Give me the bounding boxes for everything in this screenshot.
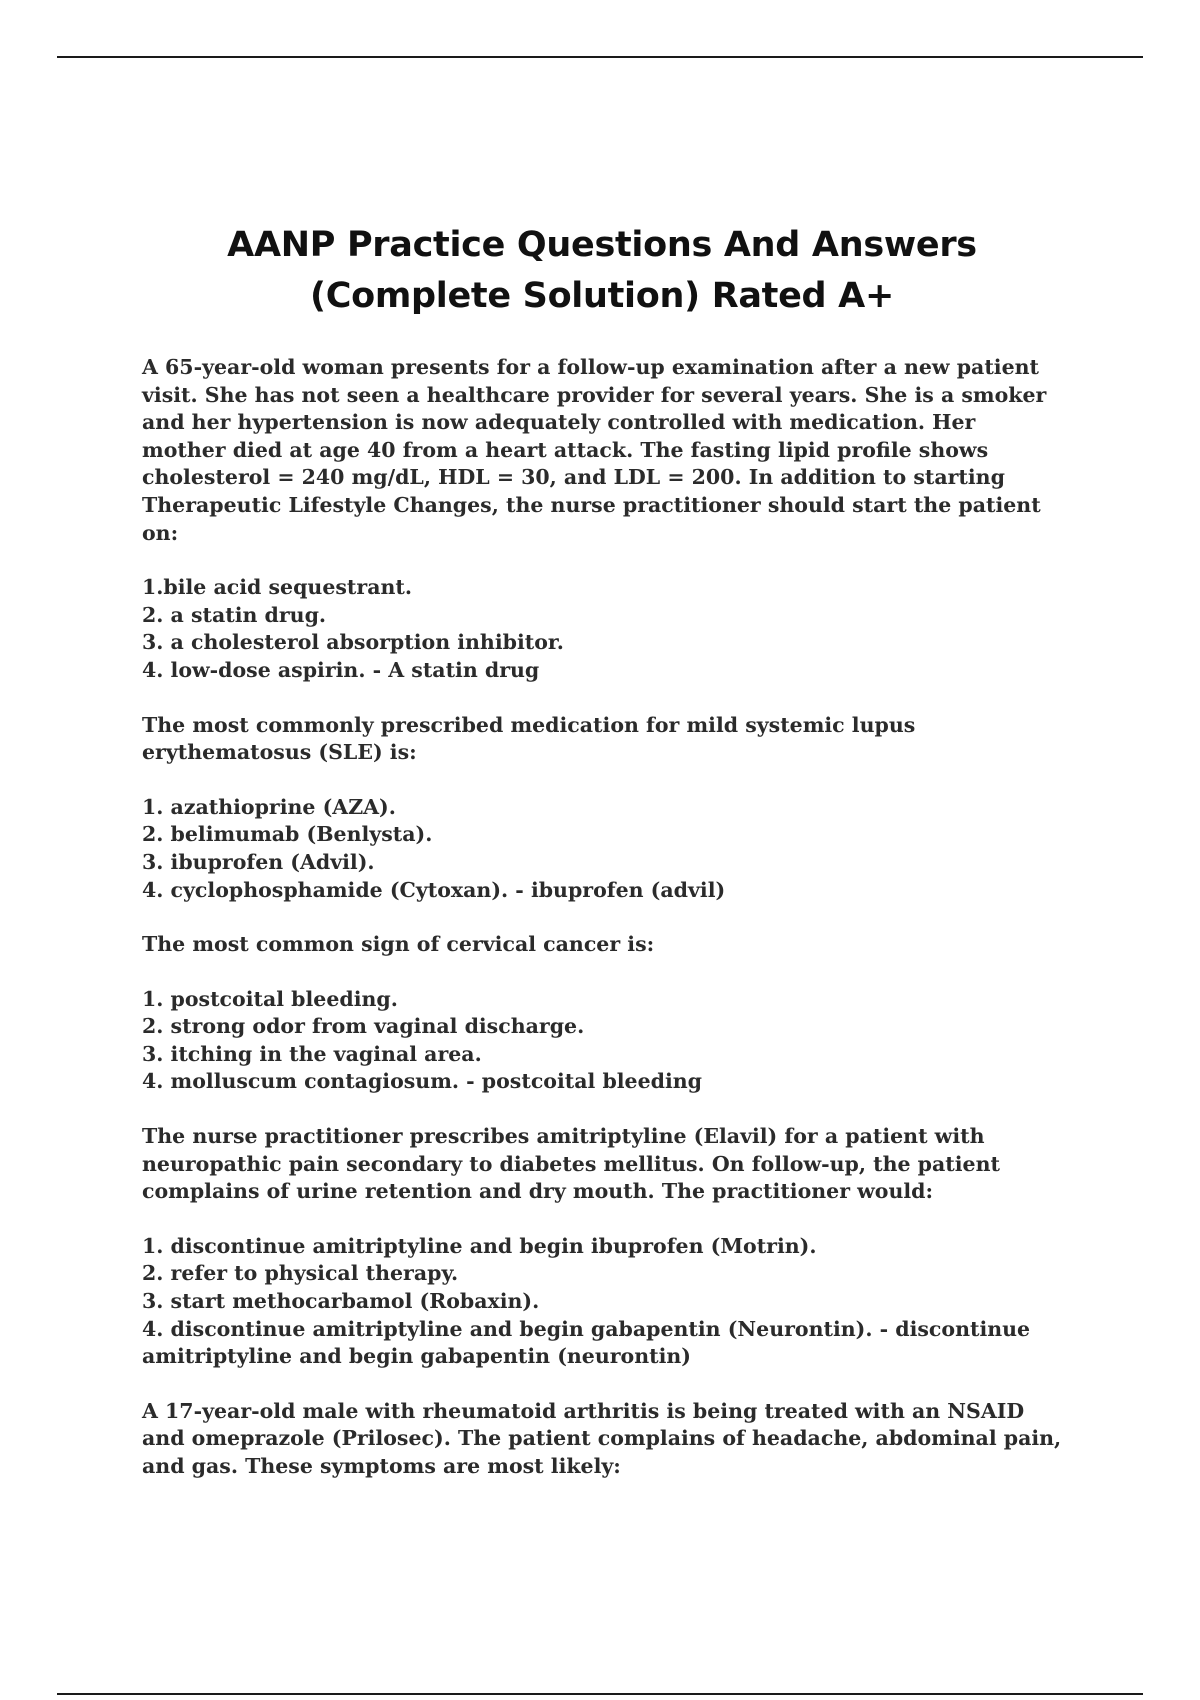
answer-option: 2. strong odor from vaginal discharge.: [142, 1014, 585, 1039]
answer-options: [142, 794, 1062, 904]
document-body: [142, 220, 1062, 1508]
question-block-2: [142, 712, 1062, 905]
title-line-1: AANP Practice Questions And Answers: [227, 225, 977, 265]
answer-option: 4. discontinue amitriptyline and begin gabapentin (Neurontin). - discontinue amitriptyline and begin gabapentin (neurontin): [142, 1316, 1031, 1369]
answer-option: 3. start methocarbamol (Robaxin).: [142, 1289, 540, 1314]
answer-option: 2. belimumab (Benlysta).: [142, 822, 433, 847]
answer-option: 1. azathioprine (AZA).: [142, 794, 396, 819]
question-text: The most common sign of cervical cancer is:: [142, 932, 655, 957]
answer-option: 1. discontinue amitriptyline and begin ibuprofen (Motrin).: [142, 1233, 817, 1258]
question-text: A 17-year-old male with rheumatoid arthritis is being treated with an NSAID and omeprazole (Prilosec). The patient complains of headache, abdominal pain, and gas. These symptoms are most likely:: [142, 1398, 1062, 1478]
question-block-5: [142, 1398, 1062, 1481]
question-block-3: [142, 931, 1062, 1096]
question-text: A 65-year-old woman presents for a follow-up examination after a new patient visit. She has not seen a healthcare provider for several years. She is a smoker and her hypertension is now adequately controlled with medication. Her mother died at age 40 from a heart attack. The fasting lipid profile shows cholesterol = 240 mg/dL, HDL = 30, and LDL = 200. In addition to starting Therapeutic Lifestyle Changes, the nurse practitioner should start the patient on:: [142, 355, 1047, 545]
answer-option: 1.bile acid sequestrant.: [142, 575, 412, 600]
question-block-1: [142, 354, 1062, 685]
bottom-rule: [57, 1693, 1143, 1695]
answer-option: 3. ibuprofen (Advil).: [142, 849, 375, 874]
answer-option: 3. a cholesterol absorption inhibitor.: [142, 630, 564, 655]
answer-options: [142, 1233, 1062, 1371]
answer-option: 4. cyclophosphamide (Cytoxan). - ibuprofen (advil): [142, 877, 726, 902]
title-line-2: (Complete Solution) Rated A+: [310, 276, 894, 316]
answer-options: [142, 574, 1062, 684]
answer-option: 2. a statin drug.: [142, 602, 327, 627]
question-text: The nurse practitioner prescribes amitriptyline (Elavil) for a patient with neuropathic pain secondary to diabetes mellitus. On follow-up, the patient complains of urine retention and dry mouth. The practitioner would:: [142, 1124, 1000, 1204]
answer-option: 3. itching in the vaginal area.: [142, 1041, 482, 1066]
question-block-4: [142, 1123, 1062, 1371]
top-rule: [57, 56, 1143, 58]
answer-option: 4. low-dose aspirin. - A statin drug: [142, 657, 540, 682]
answer-options: [142, 986, 1062, 1096]
document-title: [142, 220, 1062, 322]
answer-option: 2. refer to physical therapy.: [142, 1261, 459, 1286]
question-text: The most commonly prescribed medication for mild systemic lupus erythematosus (SLE) is:: [142, 712, 916, 765]
answer-option: 1. postcoital bleeding.: [142, 986, 398, 1011]
answer-option: 4. molluscum contagiosum. - postcoital bleeding: [142, 1069, 703, 1094]
